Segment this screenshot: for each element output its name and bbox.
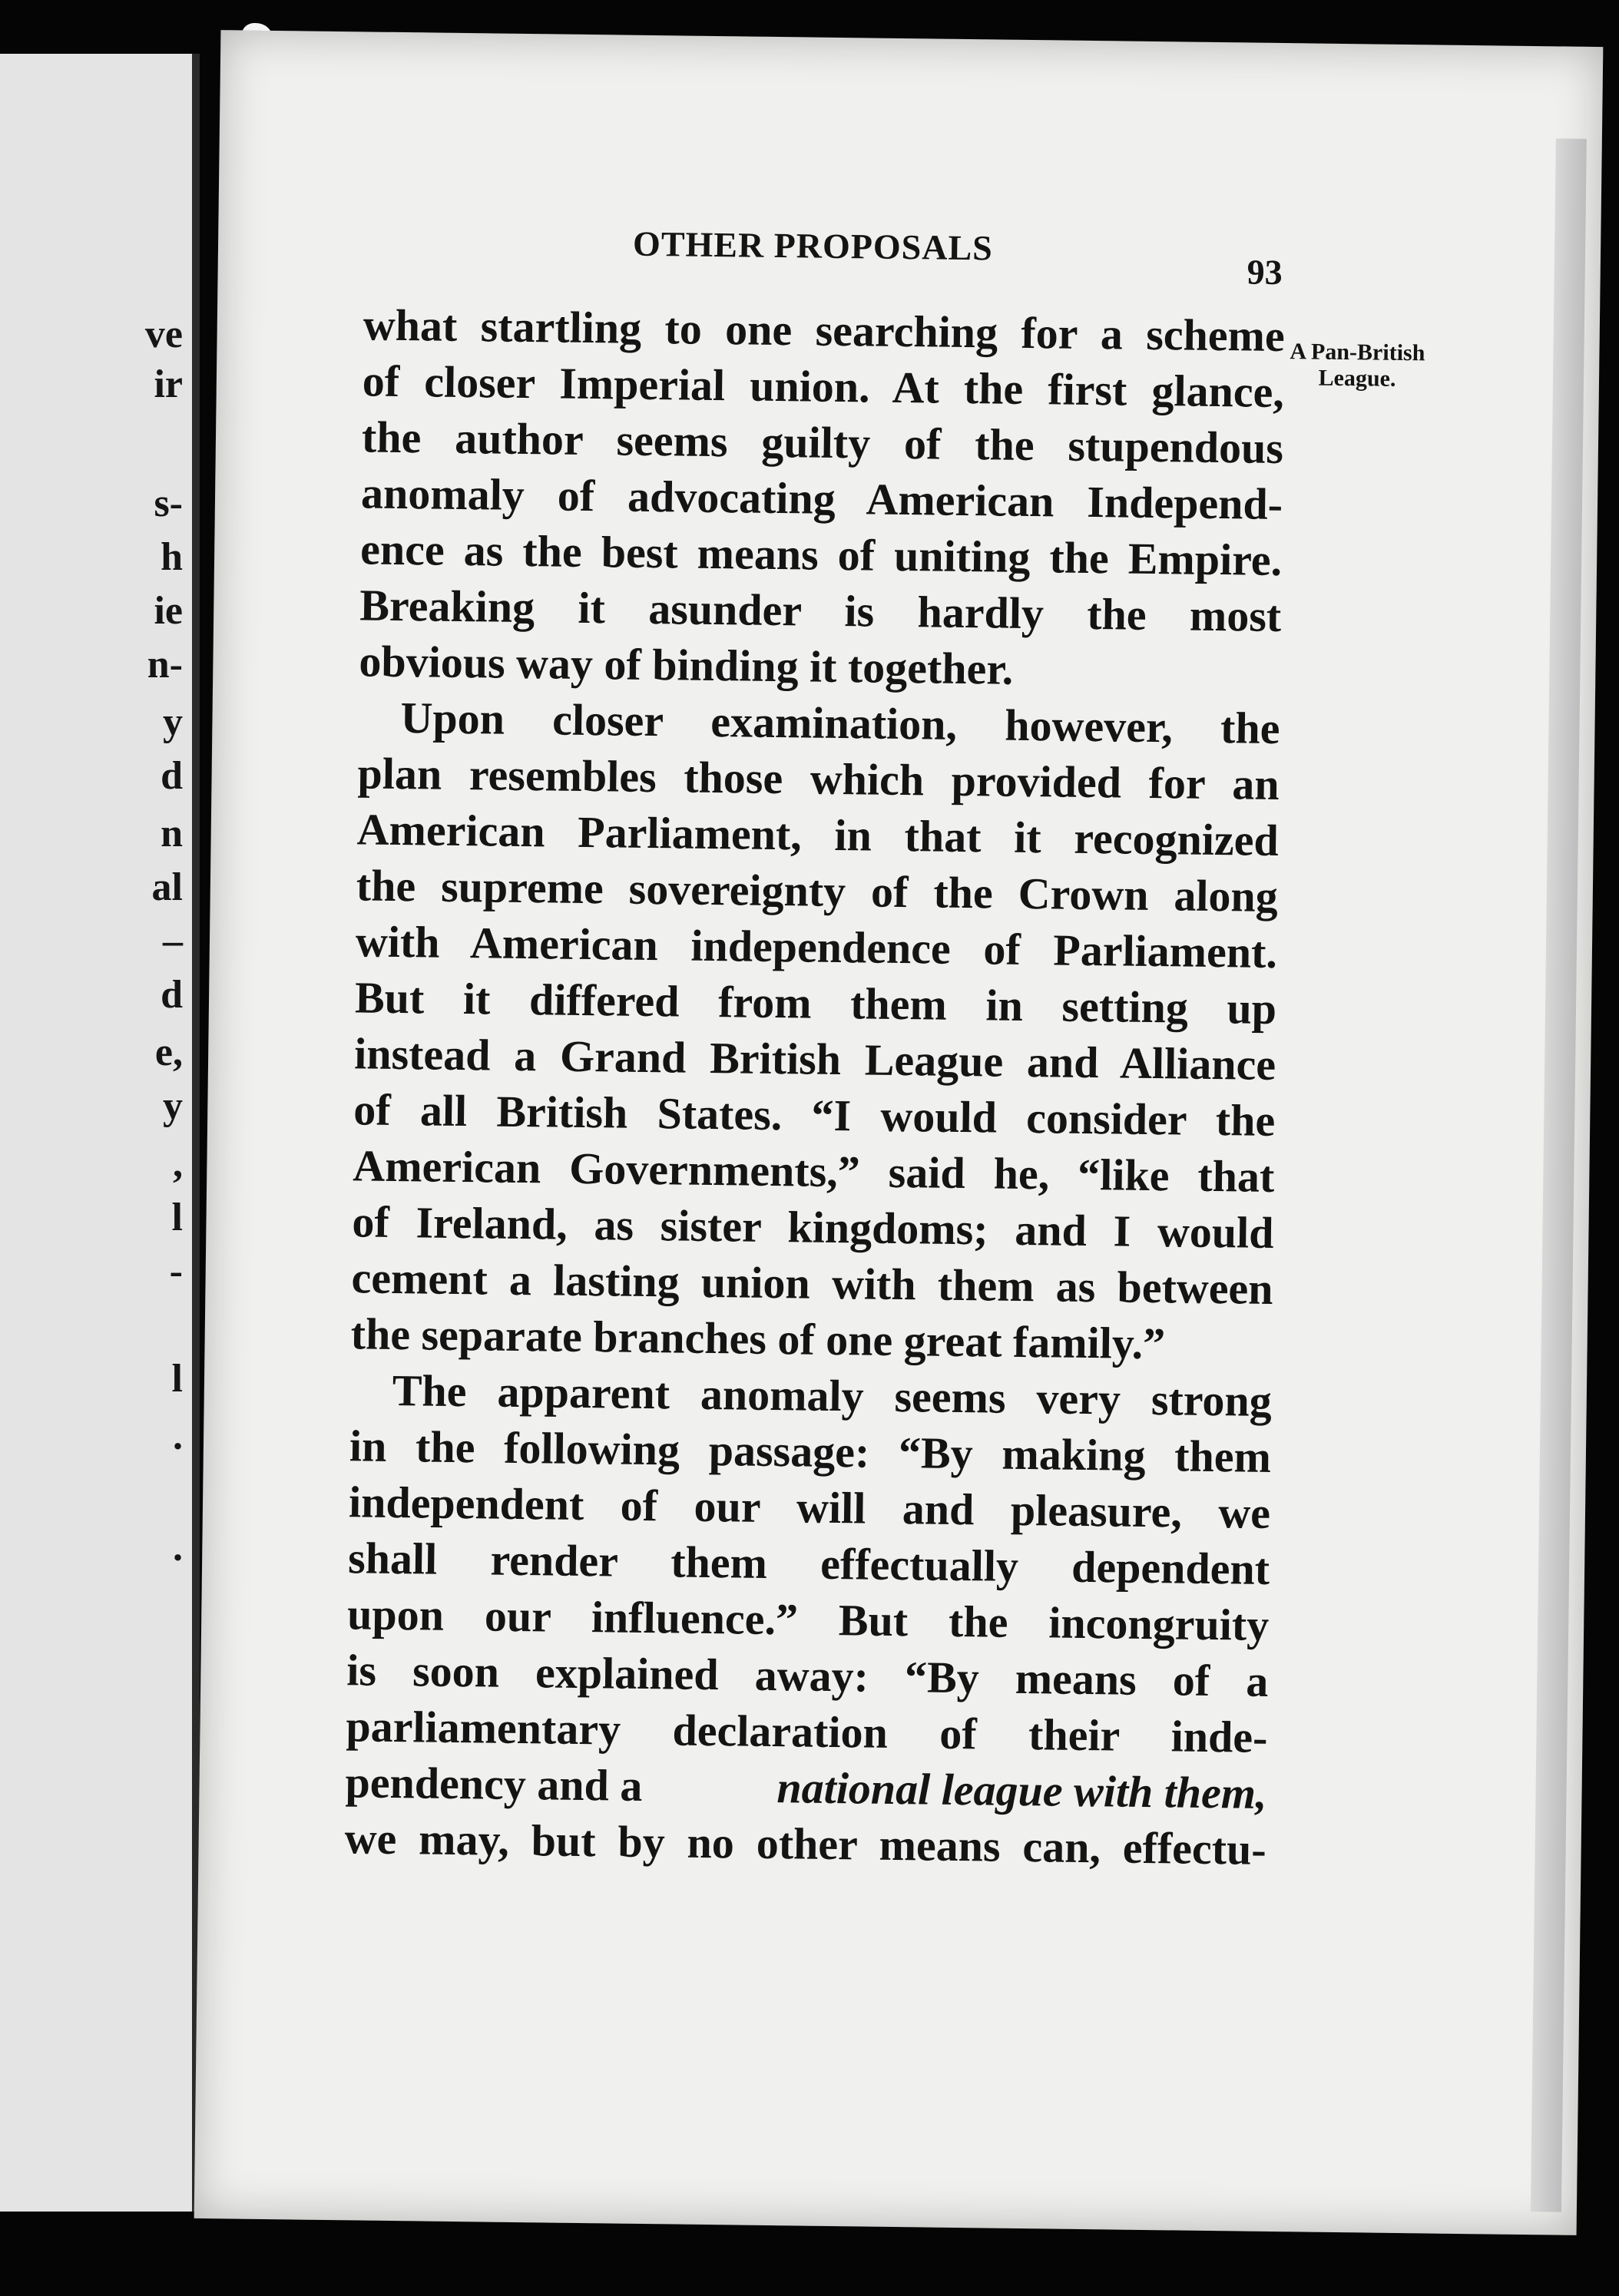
text-line-start: pendency and a bbox=[345, 1757, 643, 1811]
text-line: American Parliament, in that it recognized bbox=[356, 804, 1280, 866]
line-fragment: n- bbox=[147, 643, 183, 686]
text-line: obvious way of binding it together. bbox=[359, 636, 1014, 694]
line-fragment: s- bbox=[154, 481, 183, 525]
line-fragment: d bbox=[161, 973, 183, 1017]
text-line: upon our influence.” But the incongruity bbox=[346, 1589, 1270, 1650]
line-fragment: e, bbox=[154, 1031, 183, 1074]
page-number: 93 bbox=[1247, 252, 1283, 293]
text-line: But it differed from them in setting up bbox=[354, 972, 1277, 1034]
line-fragment: al bbox=[151, 865, 183, 909]
line-fragment: h bbox=[161, 535, 183, 579]
line-fragment: y bbox=[163, 1084, 183, 1128]
text-line: anomaly of advocating American Independ- bbox=[360, 468, 1283, 530]
text-line: is soon explained away: “By means of a bbox=[346, 1645, 1269, 1706]
previous-page-edge bbox=[0, 54, 200, 2212]
text-line: of closer Imperial union. At the first glance, bbox=[362, 356, 1285, 418]
line-fragment: d bbox=[161, 754, 183, 798]
page-edge-shadow bbox=[1531, 138, 1587, 2212]
text-line: we may, but by no other means can, effectu- bbox=[344, 1813, 1267, 1874]
text-line: ence as the best means of uniting the Empire. bbox=[359, 524, 1283, 586]
text-line: Upon closer examination, however, the bbox=[400, 693, 1280, 754]
text-line: in the following passage: “By making them bbox=[349, 1421, 1272, 1482]
text-line: of all British States. “I would consider the bbox=[353, 1084, 1276, 1146]
line-fragment: n bbox=[161, 812, 183, 855]
text-line: the author seems guilty of the stupendous bbox=[361, 412, 1284, 474]
text-line: what startling to one searching for a scheme bbox=[363, 299, 1286, 362]
line-fragment: . bbox=[173, 1414, 183, 1458]
line-fragment: – bbox=[163, 919, 183, 963]
line-fragment: ve bbox=[144, 313, 183, 356]
text-line: shall render them effectually dependent bbox=[347, 1533, 1270, 1594]
line-fragment: ie bbox=[154, 589, 183, 633]
line-fragment: - bbox=[169, 1249, 183, 1293]
line-fragment: , bbox=[173, 1142, 183, 1186]
text-line: The apparent anomaly seems very strong bbox=[392, 1365, 1273, 1426]
previous-page-line-fragments bbox=[0, 54, 184, 2212]
text-line: the separate branches of one great family.” bbox=[350, 1308, 1166, 1369]
text-line: the supreme sovereignty of the Crown along bbox=[356, 860, 1279, 922]
text-line: with American independence of Parliament. bbox=[355, 916, 1278, 978]
text-line: plan resembles those which provided for an bbox=[357, 748, 1280, 810]
running-head: OTHER PROPOSALS bbox=[632, 223, 994, 268]
text-line: Breaking it asunder is hardly the most bbox=[359, 580, 1282, 642]
line-fragment: y bbox=[163, 700, 183, 744]
text-line: instead a Grand British League and Alliance bbox=[353, 1028, 1276, 1090]
text-line: of Ireland, as sister kingdoms; and I would bbox=[352, 1196, 1274, 1258]
margin-sidenote: A Pan-British League. bbox=[1290, 339, 1425, 392]
book-page bbox=[194, 30, 1604, 2235]
line-fragment: . bbox=[173, 1526, 183, 1570]
line-fragment: l bbox=[171, 1357, 183, 1401]
text-line: American Governments,” said he, “like that bbox=[353, 1140, 1275, 1202]
italic-phrase: national league with them, bbox=[776, 1762, 1267, 1818]
body-text bbox=[344, 296, 1285, 1877]
line-fragment: l bbox=[171, 1196, 183, 1239]
line-fragment: ir bbox=[154, 362, 183, 406]
text-line: parliamentary declaration of their inde- bbox=[346, 1701, 1268, 1762]
text-line: independent of our will and pleasure, we bbox=[348, 1477, 1271, 1538]
text-line: cement a lasting union with them as between bbox=[351, 1252, 1273, 1314]
